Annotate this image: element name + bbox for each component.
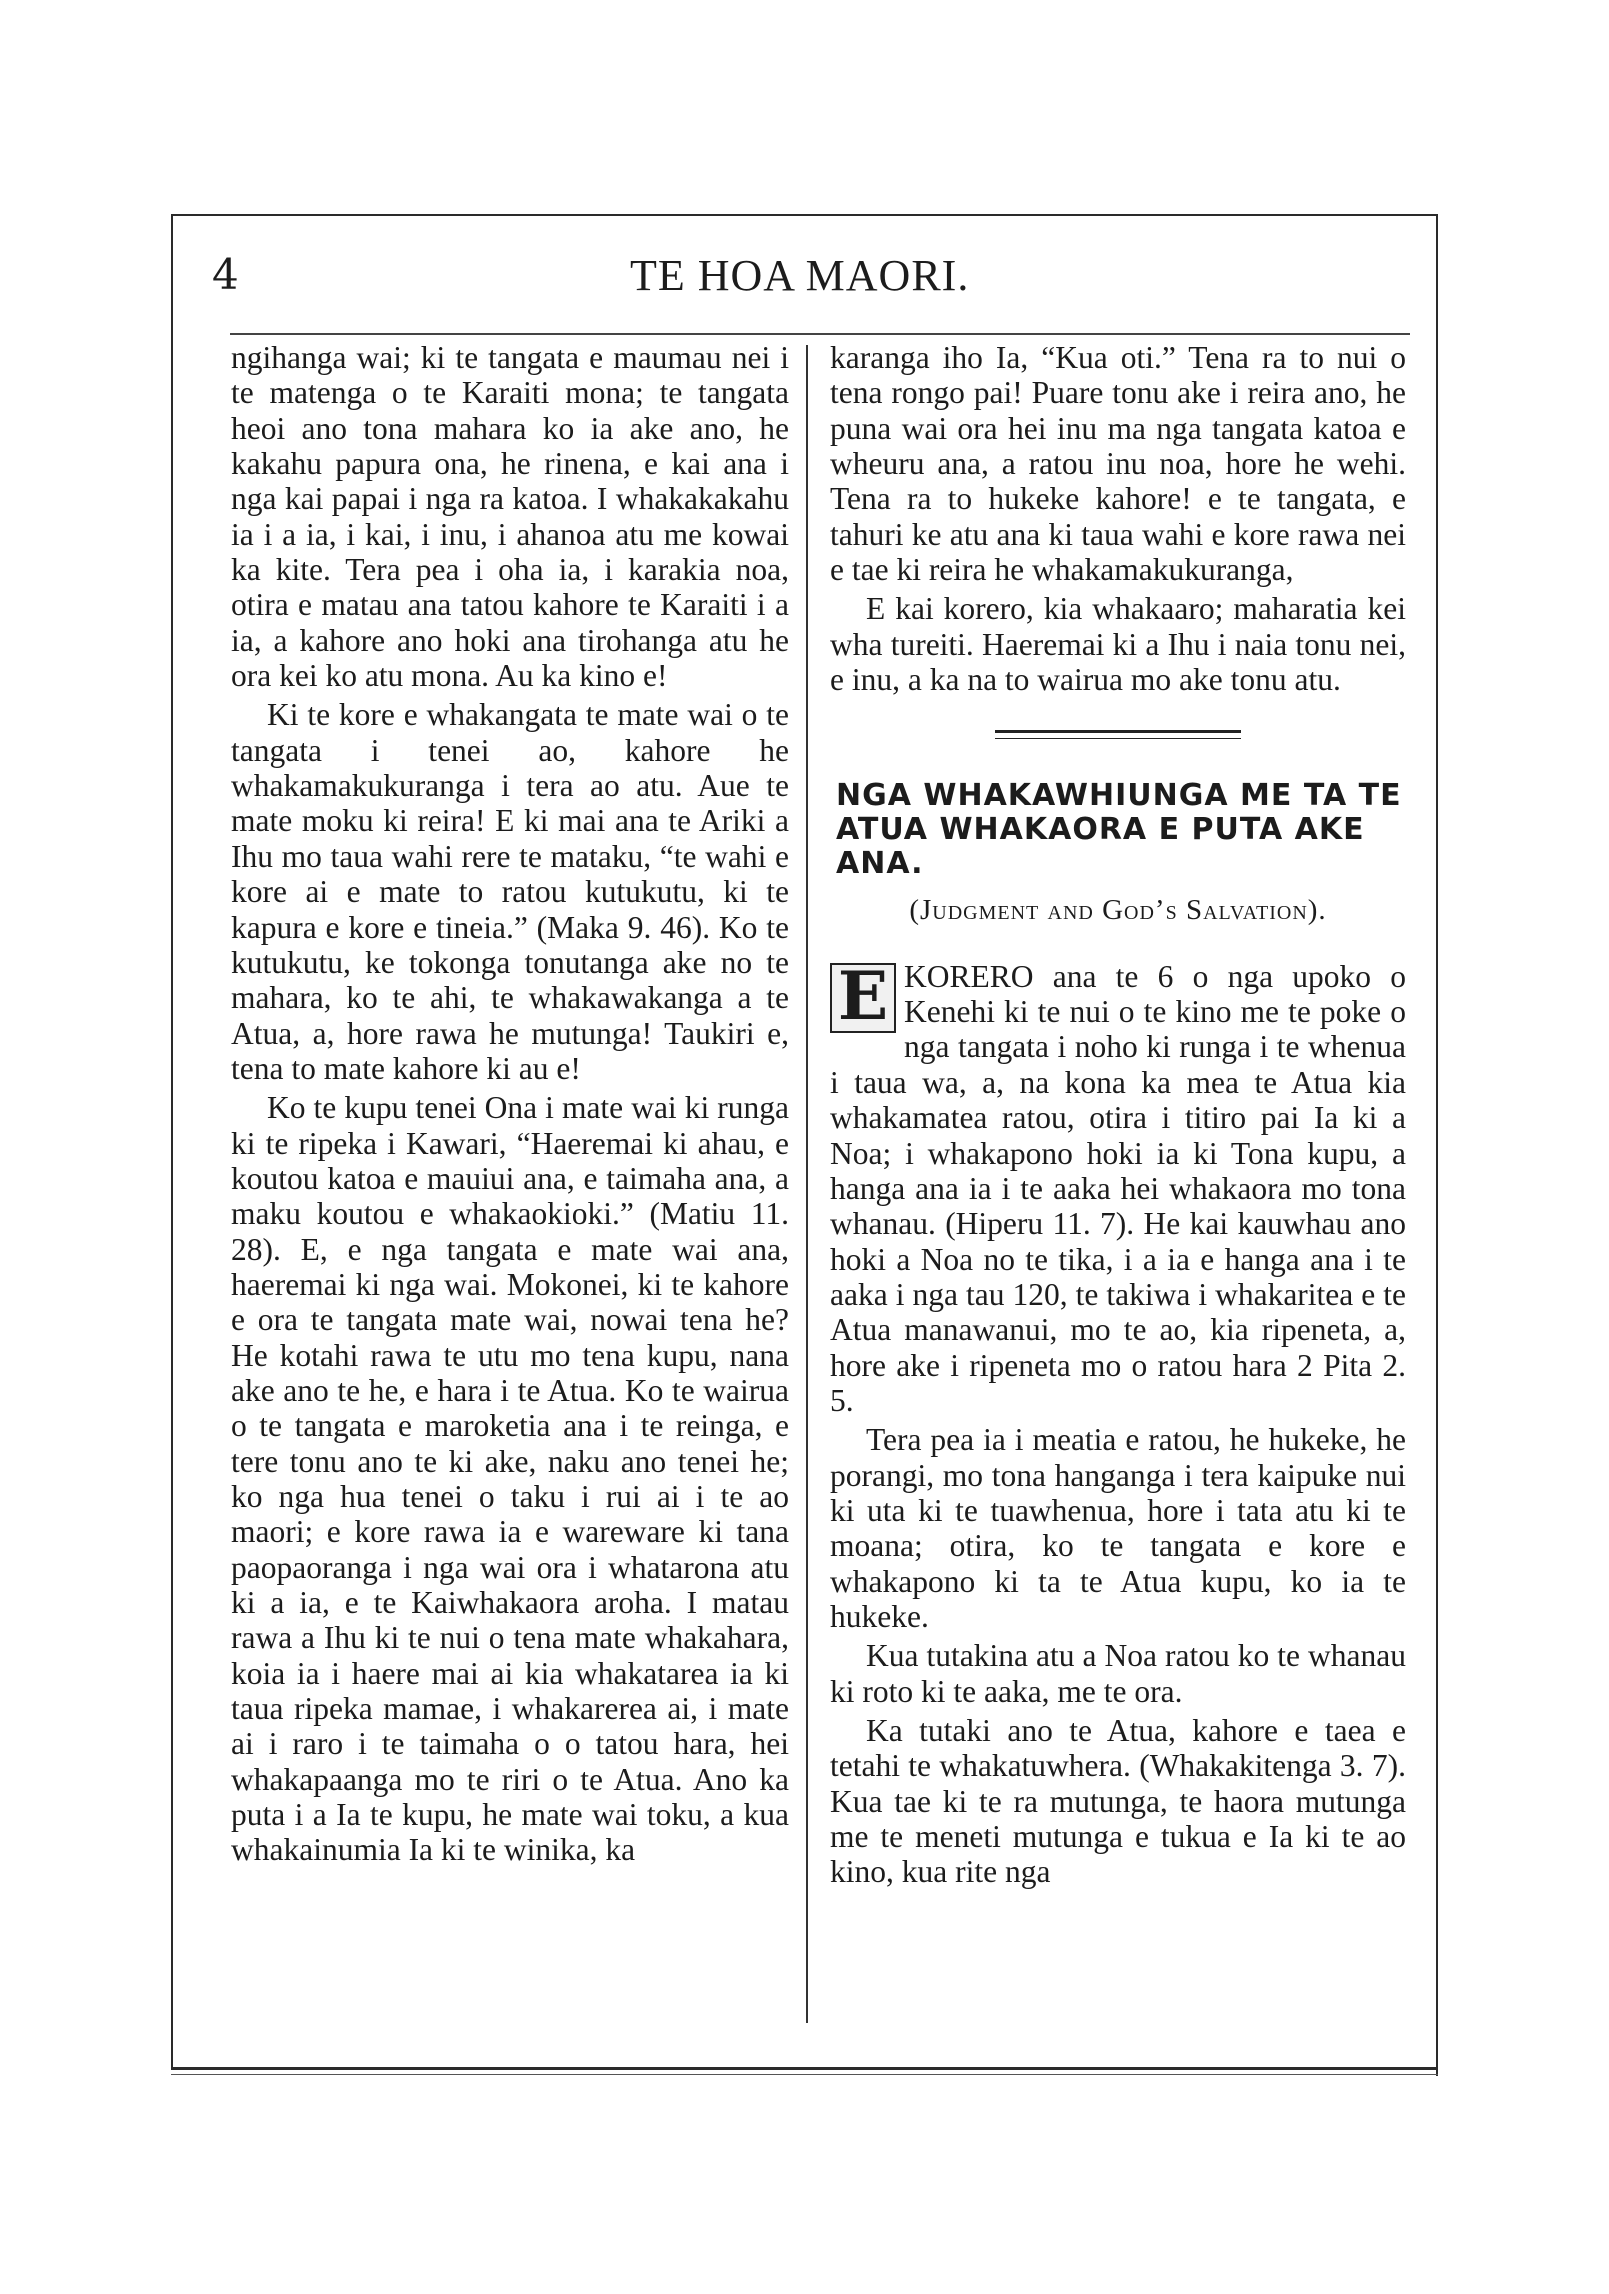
drop-cap-letter: E — [830, 963, 896, 1033]
paragraph: E kai korero, kia whakaaro; maharatia kei wha tureiti. Haeremai ki a Ihu i naia tonu nei, e inu, a ka na to wairua mo ake tonu atu. — [830, 591, 1406, 698]
paragraph-text: KORERO ana te 6 o nga upoko o Kenehi ki te nui o te kino me te poke o nga tangata i noho ki runga i te whenua i taua wa, a, na kona ka mea te Atua kia whakamatea ratou, otira i titiro pai Ia ki a Noa; i whakapono hoki ia ki Tona kupu, a hanga ana ia i te aaka hei whakaora mo tona whanau. (Hiperu 11. 7). He kai kauwhau ano hoki a Noa no te tika, i a ia e hanga ana i te aaka i nga tau 120, te takiwa i whakaritea e te Atua manawanui, mo te ao, kia ripeneta, a, hore ake i ripeneta mo o ratou hara 2 Pita 2. 5. — [830, 958, 1406, 1418]
journal-title: TE HOA MAORI. — [630, 251, 970, 300]
paragraph: Kua tutakina atu a Noa ratou ko te whanau ki roto ki te aaka, me te ora. — [830, 1638, 1406, 1709]
paragraph: karanga iho Ia, “Kua oti.” Tena ra to nui o tena rongo pai! Puare tonu ake i reira ano, he puna wai ora hei inu ma nga tangata katoa e wheuru ana, a ratou inu noa, hore he wehi. Tena ra to hukeke kahore! e te tangata, e tahuri ke atu ana ki taua wahi e kore rawa nei e tae ki reira he whakamakukuranga, — [830, 340, 1406, 588]
paragraph: Ko te kupu tenei Ona i mate wai ki runga ki te ripeka i Kawari, “Haeremai ki ahau, e koutou katoa e mauiui ana, e taimaha ana, a maku koutou e whakaokioki.” (Matiu 11. 28). E, e nga tangata e mate wai ana, haeremai ki nga wai. Mokonei, ki te kahore e ora te tangata mate wai, nowai tena he? He kotahi rawa te utu mo tena kupu, nana ake ano te he, e hara i te Atua. Ko te wairua o te tangata e maroketia ana i te reinga, e tere tonu ano te ki ake, naku ano tenei he; ko nga hua tenei o taku i rui ai i te ao maori; e kore rawa ia e wareware ki tana paopaoranga i nga wai ora i whatarona atu ki a ia, e te Kaiwhakaora aroha. I matau rawa a Ihu ki te nui o tena mate whakahara, koia ia i haere mai ai kia whakatarea ia ki taua ripeka mamae, i whakarerea ai, i mate ai i raro i te taimaha o o tatou hara, hei whakapaanga mo te riri o te Atua. Ano ka puta i a Ia te kupu, he mate wai toku, a kua whakainumia Ia ki te winika, ka — [231, 1090, 789, 1868]
left-column — [231, 340, 789, 1868]
paragraph: Tera pea ia i meatia e ratou, he hukeke, he porangi, mo tona hanganga i tera kaipuke nui ki uta ki te tuawhenua, hore i tata atu ki te moana; otira, ko te tangata e kore e whakapono ki ta te Atua kupu, ko ia te hukeke. — [830, 1422, 1406, 1634]
section-divider-ornament — [995, 730, 1241, 739]
page-frame-top — [171, 214, 1438, 216]
right-column — [830, 340, 1406, 1890]
section-subheading: (Judgment and God’s Salvation). — [909, 894, 1327, 927]
section-heading: NGA WHAKAWHIUNGA ME TA TE ATUA WHAKAORA E PUTA AKE ANA. — [836, 778, 1402, 882]
header-rule — [230, 333, 1410, 335]
page-frame-bottom-thin — [171, 2074, 1438, 2075]
page-number: 4 — [212, 250, 239, 299]
paragraph: ngihanga wai; ki te tangata e maumau nei i te matenga o te Karaiti mona; te tangata heoi ano tona mahara ko ia ake ano, he kakahu papura ona, he rinena, e kai ana i nga kai papai i nga ra katoa. I whakakakahu ia i a ia, i kai, i inu, i ahanoa atu me kowai ka kite. Tera pea i oha ia, i karakia noa, otira e matau ana tatou kahore te Karaiti i a ia, a kahore ano hoki ana tirohanga atu he ora kei ko atu mona. Au ka kino e! — [231, 340, 789, 694]
paragraph: Ki te kore e whakangata te mate wai o te tangata i tenei ao, kahore he whakamakukuranga i tera ao atu. Aue te mate moku ki reira! E ki mai ana te Ariki a Ihu mo taua wahi rere te mataku, “te wahi e kore ai e mate to ratou kutukutu, ki te kapura e kore e tineia.” (Maka 9. 46). Ko te kutukutu, ke tokonga tonutanga ake no te mahara, ko te ahi, te whakawakanga a te Atua, a, hore rawa he mutunga! Taukiri e, tena to mate kahore ki au e! — [231, 697, 789, 1086]
column-divider — [806, 345, 808, 2023]
page-frame-left — [171, 214, 173, 2069]
paragraph: Ka tutaki ano te Atua, kahore e taea e tetahi te whakatuwhera. (Whakakitenga 3. 7). Kua tae ki te ra mutunga, te haora mutunga me te meneti mutunga e tukua e Ia ki te ao kino, kua rite nga — [830, 1713, 1406, 1890]
page-frame-right — [1436, 214, 1438, 2076]
page-frame-bottom — [171, 2067, 1438, 2070]
paragraph-with-drop-cap — [830, 956, 1406, 1418]
